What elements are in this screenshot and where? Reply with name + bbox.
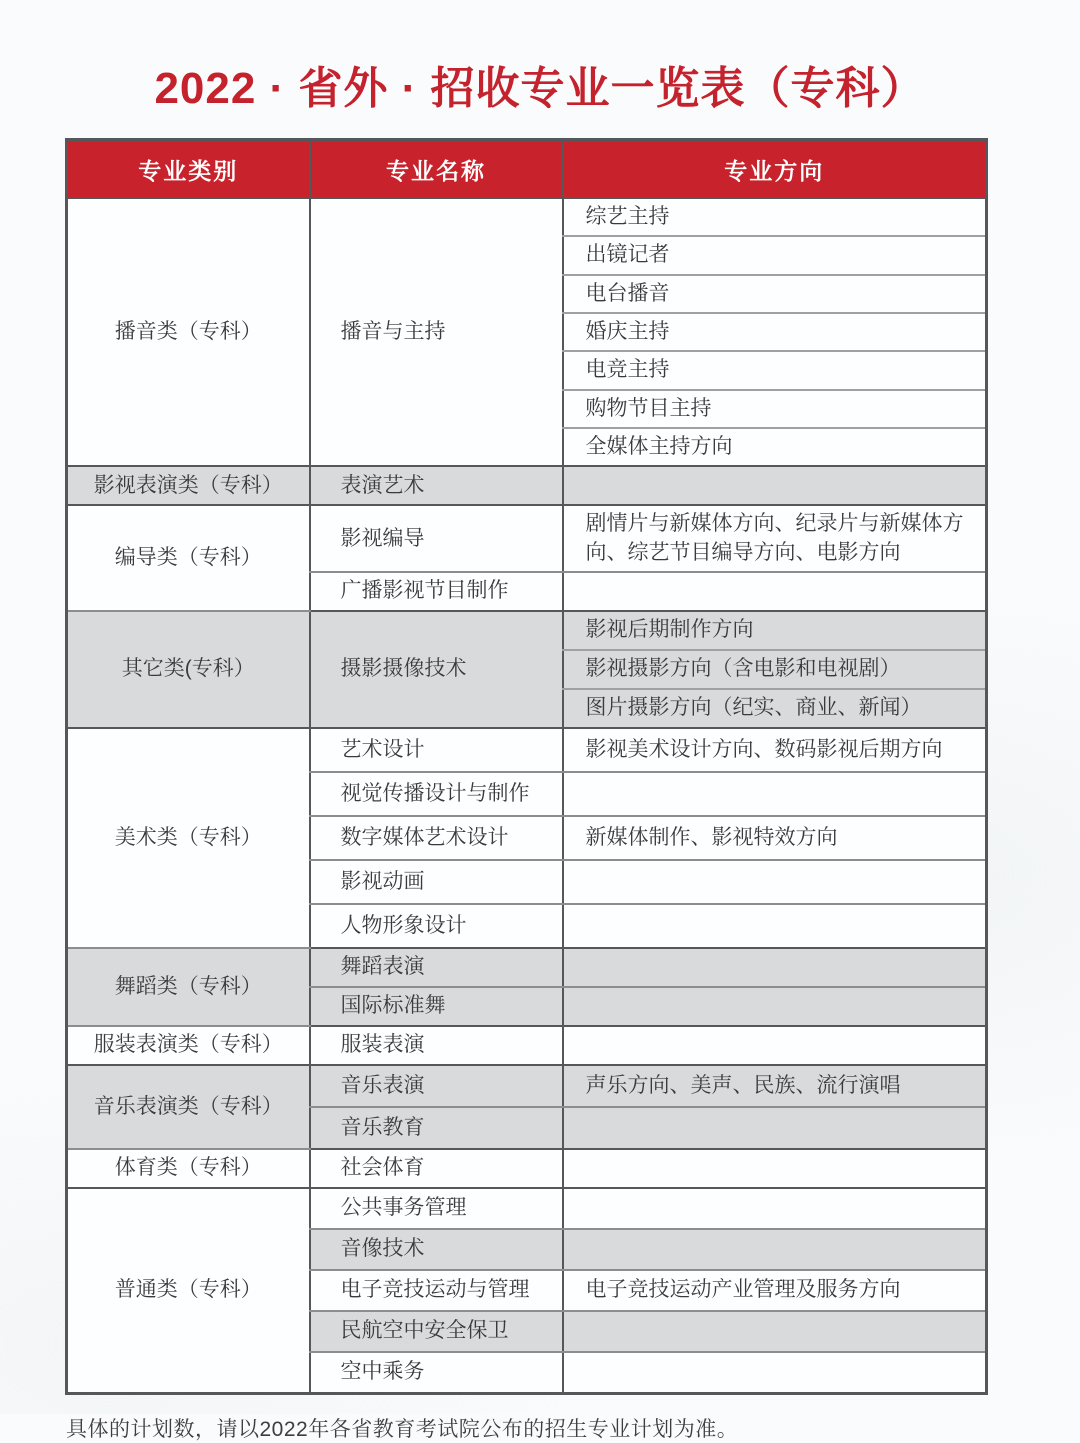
table-row (67, 948, 987, 987)
major-name-cell: 视觉传播设计与制作 (310, 772, 563, 816)
page-title: 2022 · 省外 · 招收专业一览表（专科） (154, 64, 926, 113)
direction-cell (563, 904, 987, 948)
direction-cell (563, 1311, 987, 1352)
major-name-cell: 数字媒体艺术设计 (310, 816, 563, 860)
table-row (67, 1065, 987, 1107)
table-row (67, 1188, 987, 1229)
category-cell: 美术类（专科） (67, 728, 310, 948)
column-header-category: 专业类别 (67, 140, 310, 199)
direction-cell (563, 1188, 987, 1229)
major-name-cell: 国际标准舞 (310, 987, 563, 1026)
category-cell: 音乐表演类（专科） (67, 1065, 310, 1149)
direction-cell: 电子竞技运动产业管理及服务方向 (563, 1270, 987, 1311)
direction-cell (563, 860, 987, 904)
direction-cell: 出镜记者 (563, 236, 987, 274)
major-name-cell: 空中乘务 (310, 1352, 563, 1393)
table-header-row (67, 140, 987, 199)
major-name-cell: 影视动画 (310, 860, 563, 904)
table-row (67, 198, 987, 236)
category-cell: 舞蹈类（专科） (67, 948, 310, 1026)
direction-cell (563, 1026, 987, 1065)
direction-cell: 综艺主持 (563, 198, 987, 236)
table-row (67, 505, 987, 572)
table-row (67, 466, 987, 505)
major-name-cell: 民航空中安全保卫 (310, 1311, 563, 1352)
direction-cell (563, 572, 987, 611)
table-row (67, 1149, 987, 1188)
direction-cell: 新媒体制作、影视特效方向 (563, 816, 987, 860)
direction-cell (563, 772, 987, 816)
direction-cell: 影视美术设计方向、数码影视后期方向 (563, 728, 987, 772)
table-row (67, 728, 987, 772)
major-name-cell: 音乐表演 (310, 1065, 563, 1107)
major-name-cell: 表演艺术 (310, 466, 563, 505)
direction-cell: 图片摄影方向（纪实、商业、新闻） (563, 689, 987, 728)
direction-cell: 全媒体主持方向 (563, 428, 987, 466)
major-name-cell: 音像技术 (310, 1229, 563, 1270)
column-header-direction: 专业方向 (563, 140, 987, 199)
major-name-cell: 播音与主持 (310, 198, 563, 466)
direction-cell (563, 1107, 987, 1149)
direction-cell (563, 1352, 987, 1393)
major-name-cell: 艺术设计 (310, 728, 563, 772)
category-cell: 体育类（专科） (67, 1149, 310, 1188)
direction-cell (563, 948, 987, 987)
direction-cell (563, 466, 987, 505)
major-name-cell: 舞蹈表演 (310, 948, 563, 987)
major-name-cell: 广播影视节目制作 (310, 572, 563, 611)
major-name-cell: 社会体育 (310, 1149, 563, 1188)
major-name-cell: 音乐教育 (310, 1107, 563, 1149)
direction-cell: 声乐方向、美声、民族、流行演唱 (563, 1065, 987, 1107)
major-name-cell: 摄影摄像技术 (310, 611, 563, 728)
table-row (67, 1026, 987, 1065)
direction-cell: 婚庆主持 (563, 313, 987, 351)
direction-cell (563, 987, 987, 1026)
category-cell: 普通类（专科） (67, 1188, 310, 1393)
column-header-major-name: 专业名称 (310, 140, 563, 199)
category-cell: 播音类（专科） (67, 198, 310, 466)
major-name-cell: 电子竞技运动与管理 (310, 1270, 563, 1311)
direction-cell: 电竞主持 (563, 351, 987, 389)
category-cell: 其它类(专科） (67, 611, 310, 728)
direction-cell: 电台播音 (563, 275, 987, 313)
direction-cell: 购物节目主持 (563, 390, 987, 428)
major-name-cell: 公共事务管理 (310, 1188, 563, 1229)
direction-cell: 剧情片与新媒体方向、纪录片与新媒体方向、综艺节目编导方向、电影方向 (563, 505, 987, 572)
table-row (67, 611, 987, 650)
footnote: 具体的计划数，请以2022年各省教育考试院公布的招生专业计划为准。 (66, 1417, 739, 1441)
direction-cell: 影视后期制作方向 (563, 611, 987, 650)
direction-cell (563, 1229, 987, 1270)
majors-table (65, 138, 988, 1395)
major-name-cell: 影视编导 (310, 505, 563, 572)
major-name-cell: 人物形象设计 (310, 904, 563, 948)
direction-cell: 影视摄影方向（含电影和电视剧） (563, 650, 987, 689)
category-cell: 影视表演类（专科） (67, 466, 310, 505)
category-cell: 服装表演类（专科） (67, 1026, 310, 1065)
direction-cell (563, 1149, 987, 1188)
major-name-cell: 服装表演 (310, 1026, 563, 1065)
category-cell: 编导类（专科） (67, 505, 310, 611)
